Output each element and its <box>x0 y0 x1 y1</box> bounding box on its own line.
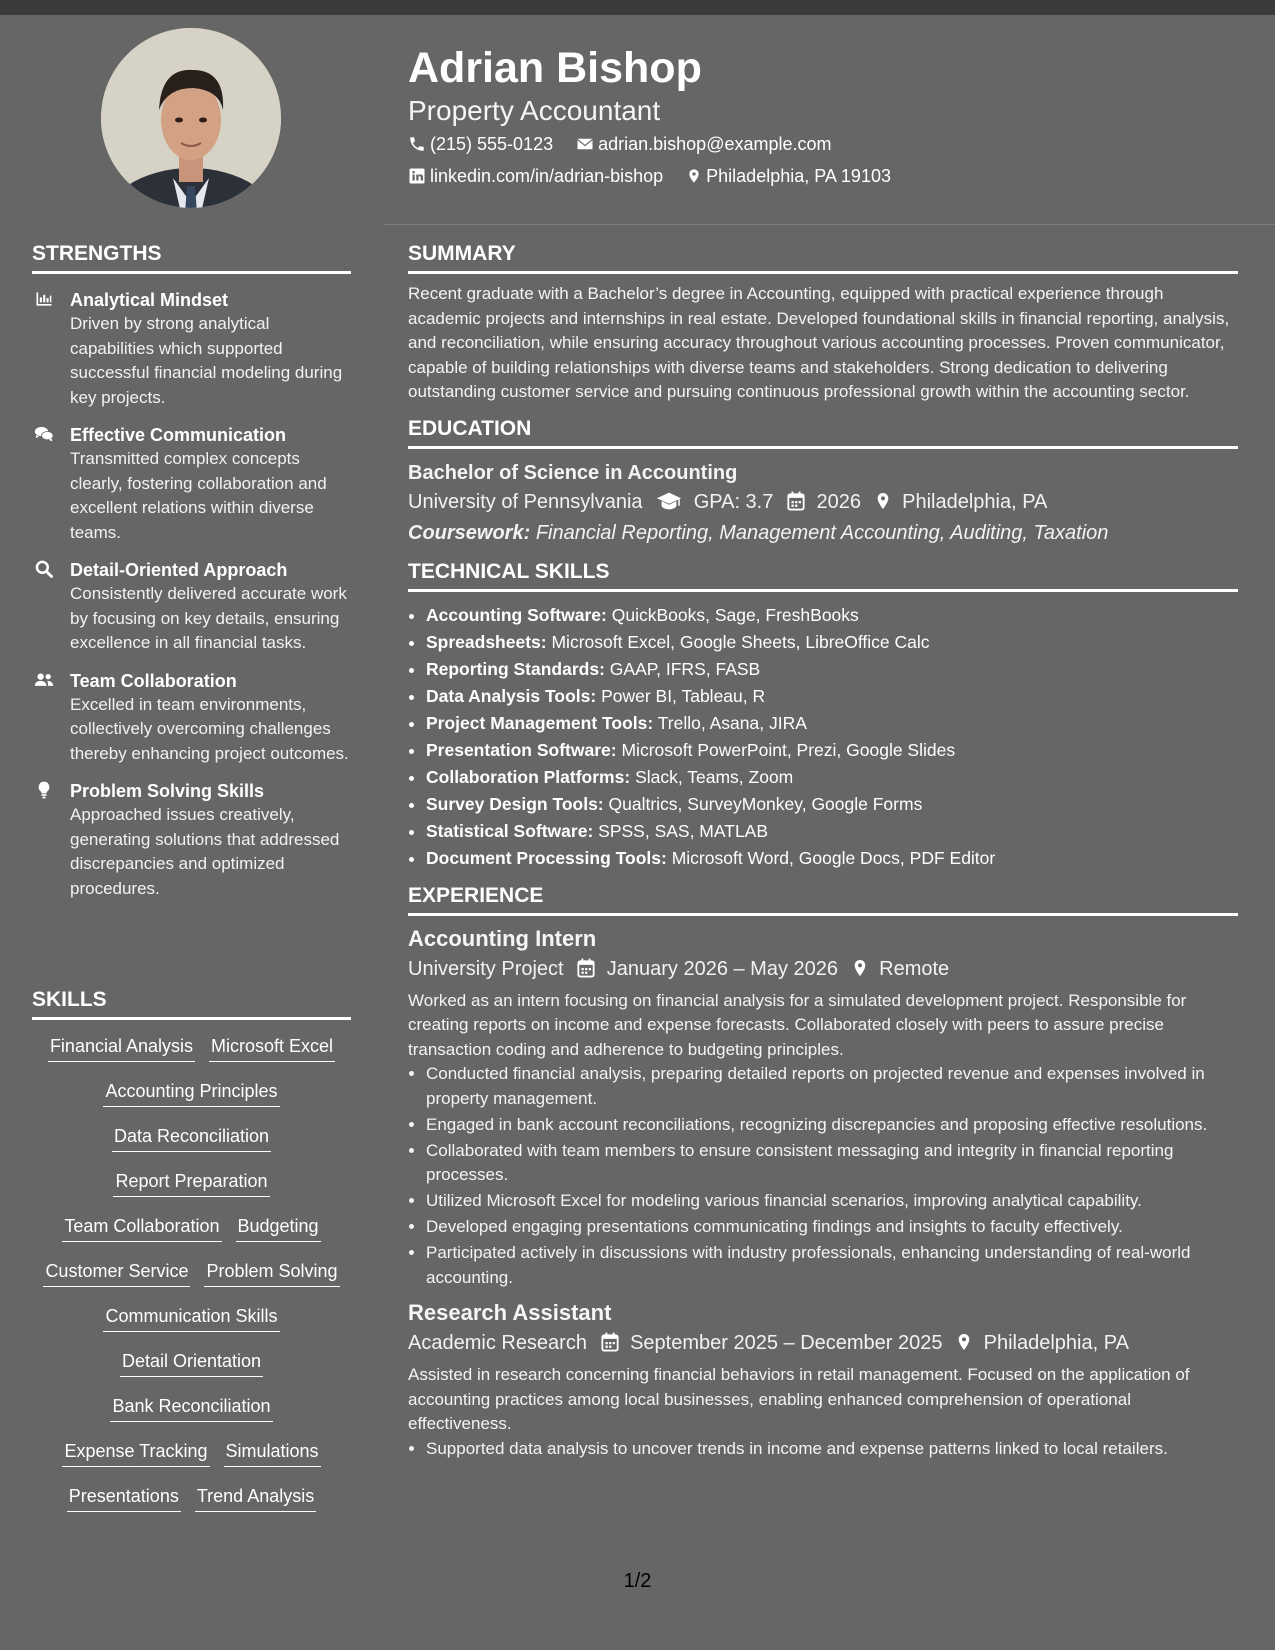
list-item <box>426 683 1238 710</box>
profile-photo <box>101 28 281 208</box>
list-item: • Participated actively in discussions with industry professionals, enhancing understanding of real-world accounting. <box>426 1241 1238 1290</box>
skill-value: Trello, Asana, JIRA <box>657 712 807 733</box>
bar-chart-icon <box>34 289 54 309</box>
resume-header <box>408 42 1228 192</box>
summary-text: Recent graduate with a Bachelor’s degree in Accounting, equipped with practical experience through academic projects and internships in real estate. Developed foundational skills in financial reporting, analysis, and reconciliation, while ensuring accuracy throughout various accounting processes. Proven communicator, capable of building relationships with diverse teams and stakeholders. Strong dedication to delivering outstanding customer service and pursuing continuous professional growth within the accounting sector. <box>408 284 1230 401</box>
strength-desc: Transmitted complex concepts clearly, fostering collaboration and excellent relations within diverse teams. <box>70 449 327 542</box>
job-location: Remote <box>879 957 950 980</box>
job-org: Academic Research <box>408 1332 587 1354</box>
skill-tag: Financial Analysis <box>48 1034 195 1062</box>
list-item <box>426 629 1238 656</box>
skill-row <box>32 1349 351 1394</box>
job-location: Philadelphia, PA <box>983 1332 1129 1354</box>
strength-desc: Driven by strong analytical capabilities which supported successful financial modeling during key projects. <box>70 314 343 407</box>
list-item <box>426 818 1238 845</box>
top-bar <box>0 0 1275 15</box>
linkedin-icon <box>408 167 426 185</box>
calendar-icon <box>577 958 595 978</box>
experience-section <box>408 884 1238 1462</box>
strength-desc: Approached issues creatively, generating solutions that addressed discrepancies and optimized procedures. <box>70 805 340 898</box>
job-entry <box>408 924 1238 1291</box>
education-section <box>408 417 1238 548</box>
skill-label: Data Analysis Tools: <box>426 685 597 706</box>
map-pin-icon <box>875 491 891 511</box>
list-item: • Collaborated with team members to ensure consistent messaging and integrity in financial reporting processes. <box>426 1139 1238 1188</box>
phone-icon <box>408 135 426 153</box>
skill-value: SPSS, SAS, MATLAB <box>598 820 769 841</box>
skill-row <box>32 1169 351 1214</box>
strength-title: Effective Communication <box>70 425 287 445</box>
list-item <box>426 602 1238 629</box>
job-description: Worked as an intern focusing on financial analysis for a simulated development project. Responsible for creating reports on income and expense forecasts. Collaborated closely with peers to assure precise transaction coding and adherence to budgeting principles. <box>408 990 1187 1059</box>
skill-row <box>32 1214 351 1259</box>
main-column <box>408 242 1238 1473</box>
skill-label: Document Processing Tools: <box>426 847 667 868</box>
calendar-icon <box>601 1332 619 1352</box>
coursework <box>408 518 1238 548</box>
skill-tag: Accounting Principles <box>103 1079 279 1107</box>
lightbulb-icon <box>34 780 54 800</box>
phone[interactable] <box>408 134 553 154</box>
strength-item <box>32 669 351 767</box>
skill-label: Project Management Tools: <box>426 712 654 733</box>
linkedin-text: linkedin.com/in/adrian-bishop <box>430 166 664 186</box>
strength-item <box>32 779 351 901</box>
strength-item <box>32 558 351 656</box>
skill-label: Survey Design Tools: <box>426 793 604 814</box>
strength-title: Detail-Oriented Approach <box>70 560 288 580</box>
skill-label: Reporting Standards: <box>426 658 605 679</box>
skill-value: GAAP, IFRS, FASB <box>609 658 761 679</box>
job-dates: September 2025 – December 2025 <box>630 1332 943 1354</box>
job-bullets <box>408 1437 1238 1462</box>
list-item <box>426 791 1238 818</box>
candidate-title: Property Accountant <box>408 95 661 126</box>
skill-value: Qualtrics, SurveyMonkey, Google Forms <box>608 793 923 814</box>
skill-label: Collaboration Platforms: <box>426 766 631 787</box>
skills-heading: SKILLS <box>32 988 351 1020</box>
skill-tag: Expense Tracking <box>62 1439 209 1467</box>
skill-tag: Problem Solving <box>204 1259 339 1287</box>
list-item: • Conducted financial analysis, preparing detailed reports on projected revenue and expenses involved in property management. <box>426 1062 1238 1111</box>
skill-value: Power BI, Tableau, R <box>601 685 766 706</box>
skill-tag: Data Reconciliation <box>112 1124 271 1152</box>
list-item: • Utilized Microsoft Excel for modeling various financial scenarios, improving analytical capability. <box>426 1189 1238 1214</box>
summary-heading: SUMMARY <box>408 242 1238 274</box>
list-item <box>426 764 1238 791</box>
map-pin-icon <box>852 958 868 978</box>
map-pin-icon <box>956 1332 972 1352</box>
map-pin-icon <box>686 167 702 185</box>
contact-line-1 <box>408 128 1228 160</box>
list-item <box>426 710 1238 737</box>
skills-section <box>32 988 351 1529</box>
school: University of Pennsylvania <box>408 490 643 513</box>
strength-item <box>32 288 351 410</box>
skill-value: Slack, Teams, Zoom <box>635 766 794 787</box>
header-divider <box>383 224 1275 225</box>
summary-section <box>408 242 1238 405</box>
education-meta <box>408 487 1238 518</box>
linkedin[interactable] <box>408 166 663 186</box>
chat-bubbles-icon <box>34 424 54 444</box>
skill-tag: Detail Orientation <box>120 1349 263 1377</box>
skill-tag: Microsoft Excel <box>209 1034 335 1062</box>
coursework-list: Financial Reporting, Management Accounting, Auditing, Taxation <box>535 521 1109 544</box>
skill-value: Microsoft Excel, Google Sheets, LibreOffice Calc <box>551 631 930 652</box>
job-description: Assisted in research concerning financial behaviors in retail management. Focused on the application of accounting practices among local businesses, enabling enhanced comprehension of operational effectiveness. <box>408 1365 1190 1433</box>
skill-row <box>32 1394 351 1439</box>
list-item <box>426 737 1238 764</box>
list-item: • Engaged in bank account reconciliations, recognizing discrepancies and proposing effective resolutions. <box>426 1113 1238 1138</box>
skill-value: Microsoft Word, Google Docs, PDF Editor <box>671 847 996 868</box>
strengths-heading: STRENGTHS <box>32 242 351 274</box>
location <box>686 166 891 186</box>
skill-label: Presentation Software: <box>426 739 617 760</box>
list-item: • Supported data analysis to uncover trends in income and expense patterns linked to local retailers. <box>426 1437 1238 1462</box>
graduation-cap-icon <box>656 491 682 511</box>
strength-title: Problem Solving Skills <box>70 781 265 801</box>
job-meta <box>408 954 1238 985</box>
gpa: GPA: 3.7 <box>693 490 774 513</box>
skill-tag: Presentations <box>67 1484 181 1512</box>
skill-value: QuickBooks, Sage, FreshBooks <box>611 604 859 625</box>
strength-desc: Consistently delivered accurate work by focusing on key details, ensuring excellence in all financial tasks. <box>70 584 347 652</box>
list-item <box>426 656 1238 683</box>
skill-tag: Simulations <box>224 1439 321 1467</box>
job-org: University Project <box>408 957 564 980</box>
skill-row <box>32 1304 351 1349</box>
skill-row <box>32 1124 351 1169</box>
job-dates: January 2026 – May 2026 <box>606 957 839 980</box>
search-icon <box>34 559 54 579</box>
job-title: Research Assistant <box>408 1300 612 1325</box>
envelope-icon <box>576 135 594 153</box>
education-heading: EDUCATION <box>408 417 1238 449</box>
skill-row <box>32 1259 351 1304</box>
degree: Bachelor of Science in Accounting <box>408 461 738 484</box>
candidate-name: Adrian Bishop <box>408 44 702 92</box>
job-entry <box>408 1298 1238 1461</box>
skill-tag: Bank Reconciliation <box>110 1394 272 1422</box>
job-bullets <box>408 1062 1238 1290</box>
skill-tag: Budgeting <box>236 1214 321 1242</box>
coursework-label: Coursework: <box>408 521 531 544</box>
strength-item <box>32 423 351 545</box>
users-icon <box>34 670 54 690</box>
skill-value: Microsoft PowerPoint, Prezi, Google Slides <box>621 739 956 760</box>
strength-title: Analytical Mindset <box>70 290 229 310</box>
list-item <box>426 845 1238 872</box>
job-meta <box>408 1328 1238 1359</box>
location-text: Philadelphia, PA 19103 <box>706 166 891 186</box>
technical-skills-heading: TECHNICAL SKILLS <box>408 560 1238 592</box>
list-item: • Developed engaging presentations communicating findings and insights to faculty effectively. <box>426 1215 1238 1240</box>
skill-tag: Team Collaboration <box>62 1214 221 1242</box>
technical-skills-section <box>408 560 1238 872</box>
skill-label: Accounting Software: <box>426 604 607 625</box>
experience-heading: EXPERIENCE <box>408 884 1238 916</box>
strengths-section <box>32 242 351 901</box>
skill-tags <box>32 1034 351 1529</box>
skill-tag: Report Preparation <box>113 1169 269 1197</box>
contact-line-2 <box>408 160 1228 192</box>
skill-tag: Trend Analysis <box>195 1484 316 1512</box>
phone-text: (215) 555-0123 <box>430 134 554 154</box>
skill-row <box>32 1079 351 1124</box>
strength-title: Team Collaboration <box>70 670 237 691</box>
skill-label: Spreadsheets: <box>426 631 547 652</box>
skill-tag: Communication Skills <box>103 1304 279 1332</box>
skill-label: Statistical Software: <box>426 820 594 841</box>
technical-skills-list <box>408 602 1238 872</box>
skill-row <box>32 1034 351 1079</box>
email[interactable] <box>576 134 831 154</box>
grad-year: 2026 <box>816 490 861 513</box>
skill-tag: Customer Service <box>43 1259 190 1287</box>
email-text: adrian.bishop@example.com <box>598 134 832 154</box>
strength-desc: Excelled in team environments, collectively overcoming challenges thereby enhancing project outcomes. <box>70 694 349 763</box>
page-number: 1/2 <box>623 1570 652 1592</box>
calendar-icon <box>787 491 805 511</box>
edu-location: Philadelphia, PA <box>902 490 1048 513</box>
job-title: Accounting Intern <box>408 925 597 951</box>
skill-row <box>32 1484 351 1529</box>
skill-row <box>32 1439 351 1484</box>
